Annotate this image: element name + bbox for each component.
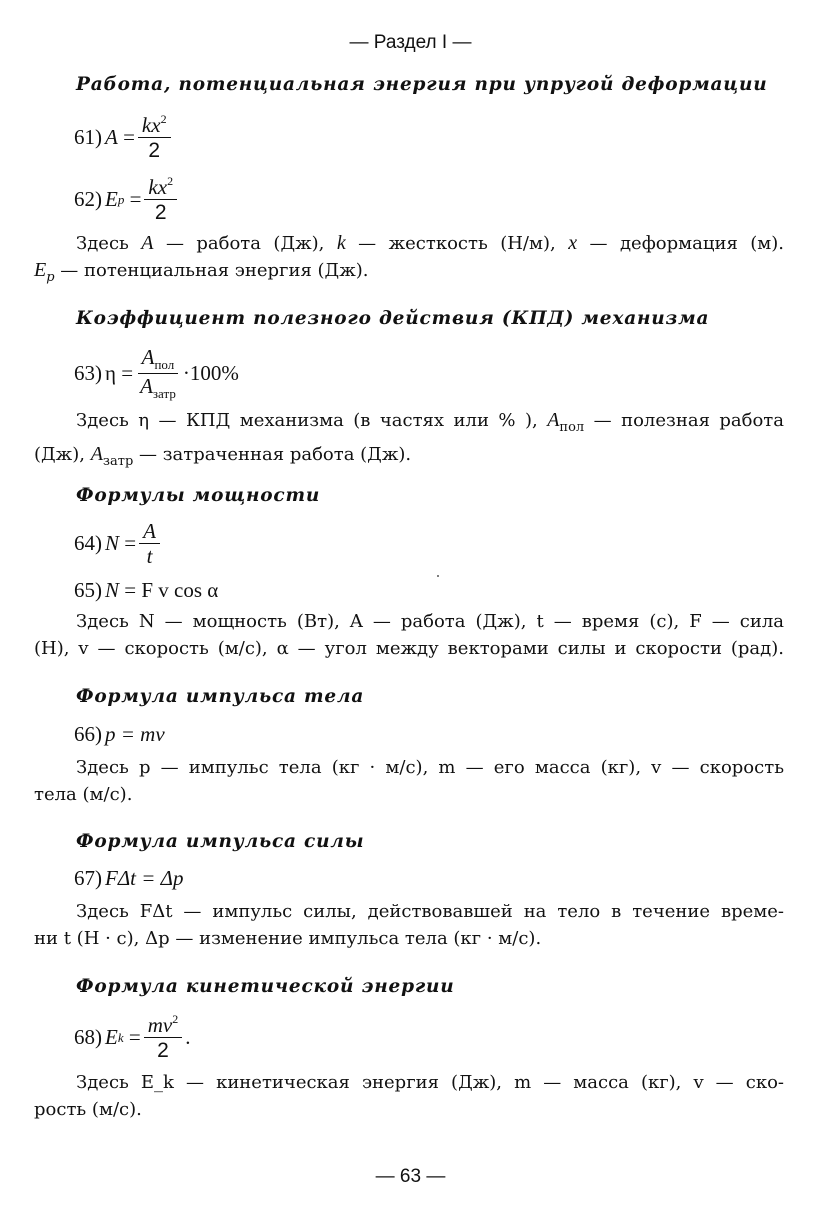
paragraph-kinetic-explanation: Здесь E_k — кинетическая энергия (Дж), m — масса (кг), v — ско- рость (м/с). bbox=[34, 1072, 784, 1120]
formula-number: 65) bbox=[74, 578, 102, 602]
paragraph-impulse-explanation: Здесь FΔt — импульс силы, действовавшей на тело в течение време- ни t (Н · с), Δp — изменение импульса тела (кг · м/с). bbox=[34, 901, 784, 949]
formula-number: 67) bbox=[74, 866, 102, 890]
paragraph-efficiency-explanation: Здесь η — КПД механизма (в частях или % ), $A_{пол}$ — полезная работа (Дж), $A_{затр}$ — затраченная работа (Дж). bbox=[34, 409, 784, 469]
paragraph-momentum-explanation: Здесь p — импульс тела (кг · м/с), m — его масса (кг), v — скорость тела (м/с). bbox=[34, 757, 784, 805]
formula-65: 65) N = F v cos α bbox=[74, 578, 219, 602]
print-speck bbox=[437, 575, 439, 577]
formula-61: 61) A = $\frac{kx^2}{2}$ bbox=[74, 113, 174, 162]
section-heading-momentum: Формула импульса тела bbox=[76, 686, 365, 707]
formula-number: 63) bbox=[74, 360, 102, 385]
section-heading-work-elastic: Работа, потенциальная энергия при упругой деформации bbox=[76, 74, 768, 95]
formula-number: 62) bbox=[74, 187, 102, 212]
paragraph-power-explanation: Здесь N — мощность (Вт), A — работа (Дж), t — время (с), F — сила (Н), v — скорость (м/с), α — угол между векторами силы и скорости (рад). bbox=[34, 611, 784, 659]
section-heading-kinetic-energy: Формула кинетической энергии bbox=[76, 976, 455, 997]
section-heading-efficiency: Коэффициент полезного действия (КПД) механизма bbox=[76, 308, 710, 329]
formula-number: 61) bbox=[74, 125, 102, 150]
section-heading-impulse: Формула импульса силы bbox=[76, 831, 365, 852]
formula-64: 64) N = $\frac{A}{t}$ bbox=[74, 520, 163, 567]
formula-number: 66) bbox=[74, 722, 102, 746]
formula-62: 62) E p = $\frac{kx^2}{2}$ bbox=[74, 175, 180, 224]
formula-66: 66) p = mv bbox=[74, 722, 165, 746]
formula-number: 64) bbox=[74, 531, 102, 556]
page-number: — 63 — bbox=[375, 1166, 446, 1187]
formula-63: 63) η = $\frac{A_{пол}}{A_{затр}}$ ·100% bbox=[74, 345, 239, 401]
formula-number: 68) bbox=[74, 1025, 102, 1050]
formula-67: 67) FΔt = Δp bbox=[74, 866, 184, 890]
running-header: — Раздел I — bbox=[349, 32, 472, 53]
section-heading-power: Формулы мощности bbox=[76, 485, 321, 506]
paragraph-work-explanation: Здесь A — работа (Дж), k — жесткость (Н/м), x — деформация (м). $E_p$ — потенциальная энергия (Дж). bbox=[34, 232, 785, 285]
formula-68: 68) E k = $\frac{mv^2}{2}$ . bbox=[74, 1012, 191, 1063]
